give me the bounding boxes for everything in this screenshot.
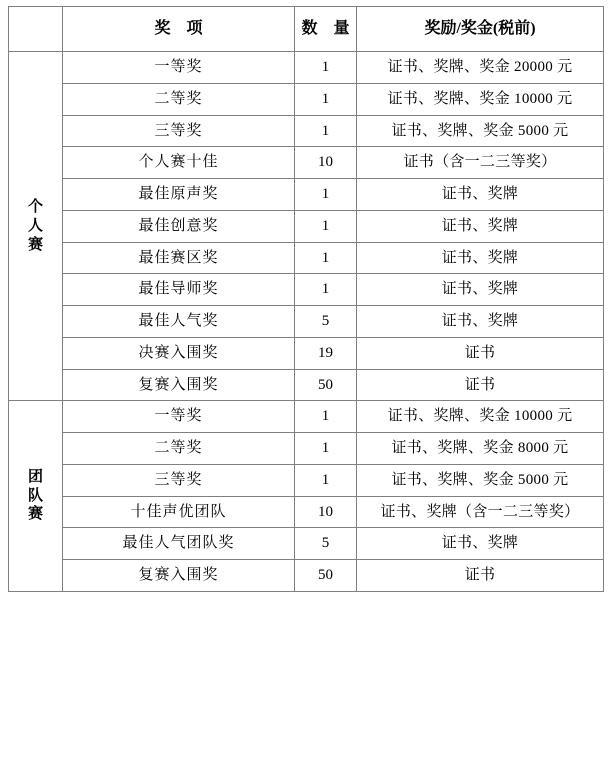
award-item: 最佳人气团队奖 xyxy=(63,528,295,560)
header-cell-group xyxy=(9,7,63,52)
table-row xyxy=(9,179,604,211)
header-cell-prize: 奖励/奖金(税前) xyxy=(357,7,604,52)
award-prize: 证书、奖牌、奖金 5000 元 xyxy=(357,115,604,147)
table-row xyxy=(9,83,604,115)
table-row xyxy=(9,433,604,465)
award-item: 最佳赛区奖 xyxy=(63,242,295,274)
group-label-individual-text: 个人赛 xyxy=(28,199,44,253)
award-quantity: 10 xyxy=(295,496,357,528)
award-prize: 证书、奖牌 xyxy=(357,179,604,211)
award-prize: 证书、奖牌（含一二三等奖） xyxy=(357,496,604,528)
award-quantity: 1 xyxy=(295,83,357,115)
award-prize: 证书、奖牌、奖金 5000 元 xyxy=(357,464,604,496)
award-item: 最佳人气奖 xyxy=(63,306,295,338)
award-item: 最佳导师奖 xyxy=(63,274,295,306)
group-label-team-text: 团队赛 xyxy=(28,468,44,523)
table-row xyxy=(9,306,604,338)
award-item: 三等奖 xyxy=(63,464,295,496)
award-quantity: 1 xyxy=(295,210,357,242)
award-quantity: 5 xyxy=(295,528,357,560)
table-row xyxy=(9,337,604,369)
award-item: 最佳创意奖 xyxy=(63,210,295,242)
award-prize: 证书、奖牌 xyxy=(357,528,604,560)
table-row xyxy=(9,52,604,84)
award-quantity: 1 xyxy=(295,274,357,306)
table-row xyxy=(9,210,604,242)
award-table xyxy=(8,6,604,592)
table-header-row xyxy=(9,7,604,52)
award-prize: 证书、奖牌 xyxy=(357,306,604,338)
table-row xyxy=(9,369,604,401)
award-item: 一等奖 xyxy=(63,52,295,84)
award-item: 三等奖 xyxy=(63,115,295,147)
award-item: 个人赛十佳 xyxy=(63,147,295,179)
award-quantity: 1 xyxy=(295,464,357,496)
award-quantity: 1 xyxy=(295,433,357,465)
award-item: 二等奖 xyxy=(63,83,295,115)
table-row xyxy=(9,401,604,433)
award-quantity: 1 xyxy=(295,242,357,274)
award-item: 最佳原声奖 xyxy=(63,179,295,211)
award-prize: 证书、奖牌、奖金 8000 元 xyxy=(357,433,604,465)
award-item: 十佳声优团队 xyxy=(63,496,295,528)
award-prize: 证书 xyxy=(357,369,604,401)
award-quantity: 50 xyxy=(295,369,357,401)
table-row xyxy=(9,242,604,274)
table-row xyxy=(9,147,604,179)
award-quantity: 1 xyxy=(295,52,357,84)
header-cell-item: 奖 项 xyxy=(63,7,295,52)
award-quantity: 1 xyxy=(295,179,357,211)
award-prize: 证书、奖牌 xyxy=(357,210,604,242)
award-prize: 证书 xyxy=(357,337,604,369)
award-prize: 证书、奖牌 xyxy=(357,274,604,306)
table-row xyxy=(9,560,604,592)
group-label-individual xyxy=(9,52,63,401)
award-prize: 证书、奖牌、奖金 20000 元 xyxy=(357,52,604,84)
award-quantity: 5 xyxy=(295,306,357,338)
award-item: 复赛入围奖 xyxy=(63,369,295,401)
award-prize: 证书（含一二三等奖） xyxy=(357,147,604,179)
award-item: 一等奖 xyxy=(63,401,295,433)
table-row xyxy=(9,115,604,147)
award-quantity: 1 xyxy=(295,401,357,433)
award-item: 决赛入围奖 xyxy=(63,337,295,369)
award-quantity: 1 xyxy=(295,115,357,147)
table-row xyxy=(9,274,604,306)
table-row xyxy=(9,496,604,528)
award-quantity: 19 xyxy=(295,337,357,369)
award-prize: 证书、奖牌 xyxy=(357,242,604,274)
award-item: 复赛入围奖 xyxy=(63,560,295,592)
table-row xyxy=(9,528,604,560)
award-prize: 证书、奖牌、奖金 10000 元 xyxy=(357,83,604,115)
award-prize: 证书、奖牌、奖金 10000 元 xyxy=(357,401,604,433)
header-cell-quantity: 数 量 xyxy=(295,7,357,52)
award-item: 二等奖 xyxy=(63,433,295,465)
group-label-team xyxy=(9,401,63,592)
award-quantity: 10 xyxy=(295,147,357,179)
table-row xyxy=(9,464,604,496)
award-prize: 证书 xyxy=(357,560,604,592)
award-quantity: 50 xyxy=(295,560,357,592)
